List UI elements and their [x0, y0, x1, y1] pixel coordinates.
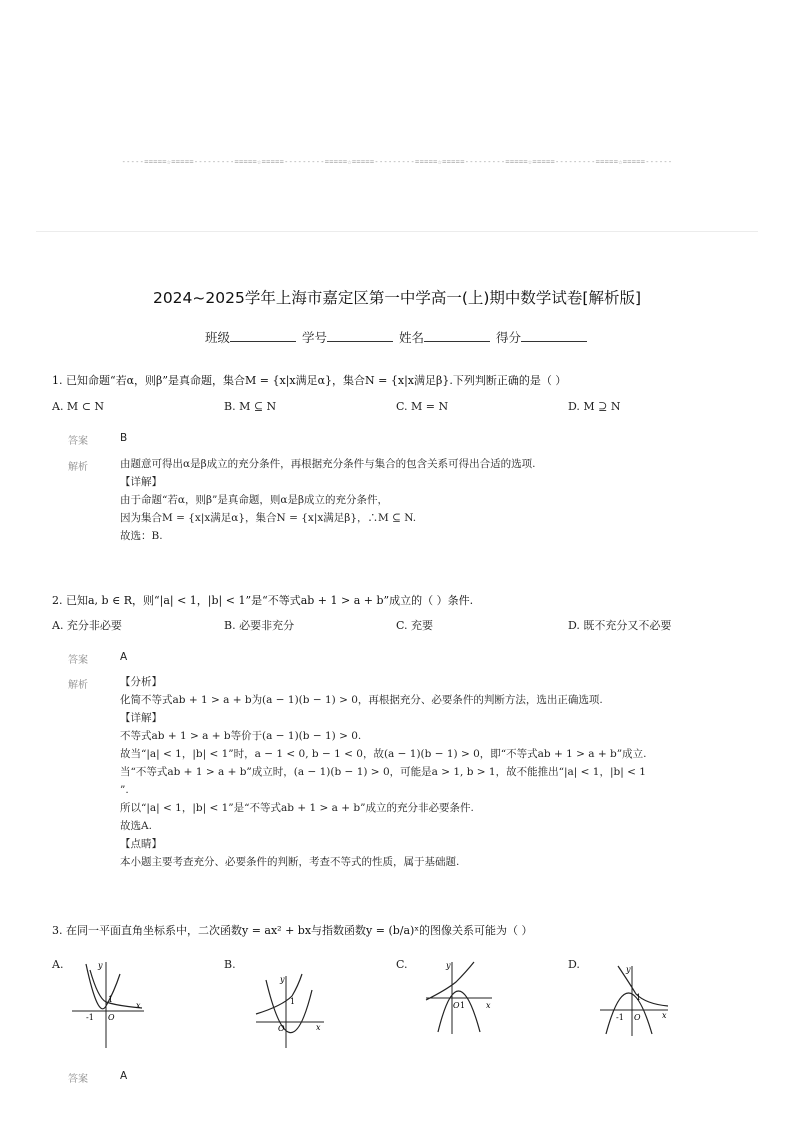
parabola-curve	[266, 980, 312, 1033]
q2-option-c[interactable]: C. 充要	[396, 619, 434, 632]
x-label: x	[136, 1001, 141, 1010]
q1-answer: B	[120, 432, 128, 444]
exponential-curve	[256, 974, 302, 1014]
q3-option-c[interactable]: C.	[396, 958, 408, 971]
name-label: 姓名	[398, 330, 424, 345]
solution-line: 【详解】	[120, 712, 162, 724]
q1-option-c[interactable]: C. M = N	[396, 400, 449, 413]
q3-graph-b	[252, 970, 332, 1052]
origin-label: O	[108, 1013, 115, 1022]
tick-neg-one: -1	[86, 1013, 94, 1022]
parabola-curve	[438, 991, 480, 1032]
q2-stem: 2. 已知a, b ∈ R，则“|a| < 1，|b| < 1”是“不等式ab + 1 > a + b”成立的（ ）条件.	[52, 594, 474, 607]
solution-line: 故选A.	[120, 820, 152, 832]
solution-line: 由题意可得出α是β成立的充分条件，再根据充分条件与集合的包含关系可得出合适的选项.	[120, 458, 536, 470]
y-label: y	[98, 961, 103, 970]
origin-label: O	[278, 1024, 285, 1033]
origin-label: O	[453, 1001, 460, 1010]
page-divider: -----=====☆=====---------=====☆=====---------=====☆=====---------=====☆=====---------=====☆=====---------=====☆=====------	[121, 158, 673, 166]
solution-line: 故当“|a| < 1，|b| < 1”时，a − 1 < 0, b − 1 < 0，故(a − 1)(b − 1) > 0，即“不等式ab + 1 > a + b”成立.	[120, 748, 647, 760]
q2-answer: A	[120, 651, 128, 663]
q1-analysis-label: 解析	[68, 462, 88, 473]
q2-answer-label: 答案	[68, 655, 88, 666]
q3-graph-c	[422, 958, 502, 1036]
class-blank[interactable]	[230, 330, 296, 342]
x-label: x	[662, 1011, 667, 1020]
header-rule	[36, 231, 758, 232]
y-label: y	[280, 975, 285, 984]
q3-option-a[interactable]: A.	[52, 958, 64, 971]
solution-line: 【分析】	[120, 676, 162, 688]
q1-solution	[120, 455, 536, 545]
q1-stem: 1. 已知命题“若α，则β”是真命题，集合M = {x|x满足α}，集合N = {x|x满足β}.下列判断正确的是（ ）	[52, 374, 567, 387]
one-label: 1	[636, 993, 642, 1002]
q1-option-d[interactable]: D. M ⊇ N	[568, 400, 621, 413]
q1-answer-label: 答案	[68, 436, 88, 447]
name-blank[interactable]	[424, 330, 490, 342]
origin-label: O	[634, 1013, 641, 1022]
id-blank[interactable]	[327, 330, 393, 342]
class-label: 班级	[204, 330, 230, 345]
solution-line: 化简不等式ab + 1 > a + b为(a − 1)(b − 1) > 0，再根据充分、必要条件的判断方法，选出正确选项.	[120, 694, 603, 706]
y-label: y	[446, 961, 451, 970]
solution-line: 本小题主要考查充分、必要条件的判断，考查不等式的性质，属于基础题.	[120, 856, 460, 868]
page-title: 2024~2025学年上海市嘉定区第一中学高一(上)期中数学试卷[解析版]	[152, 289, 642, 307]
y-label: y	[626, 965, 631, 974]
q1-option-a[interactable]: A. M ⊂ N	[52, 400, 105, 413]
id-label: 学号	[301, 330, 327, 345]
q3-answer-label: 答案	[68, 1074, 88, 1085]
one-label: 1	[460, 1001, 466, 1010]
q3-option-b[interactable]: B.	[224, 958, 236, 971]
q3-answer: A	[120, 1070, 128, 1082]
q2-solution	[120, 673, 646, 871]
q2-option-b[interactable]: B. 必要非充分	[224, 619, 295, 632]
solution-line: ”.	[120, 784, 129, 796]
parabola-curve	[606, 993, 652, 1034]
q3-option-d[interactable]: D.	[568, 958, 580, 971]
q3-graph-d	[596, 962, 676, 1038]
solution-line: 所以“|a| < 1，|b| < 1”是“不等式ab + 1 > a + b”成立的充分非必要条件.	[120, 802, 474, 814]
q2-option-a[interactable]: A. 充分非必要	[52, 619, 122, 632]
solution-line: 不等式ab + 1 > a + b等价于(a − 1)(b − 1) > 0.	[120, 730, 362, 742]
solution-line: 由于命题“若α，则β”是真命题，则α是β成立的充分条件，	[120, 494, 389, 506]
q1-option-b[interactable]: B. M ⊆ N	[224, 400, 277, 413]
exponential-curve	[90, 970, 142, 1008]
score-blank[interactable]	[521, 330, 587, 342]
q3-graph-a	[68, 958, 148, 1050]
solution-line: 当“不等式ab + 1 > a + b”成立时，(a − 1)(b − 1) > 0，可能是a > 1, b > 1，故不能推出“|a| < 1，|b| < 1	[120, 766, 646, 778]
parabola-curve	[86, 964, 120, 1009]
one-label: 1	[290, 997, 296, 1006]
q3-stem: 3. 在同一平面直角坐标系中，二次函数y = ax² + bx与指数函数y = (b/a)ˣ的图像关系可能为（ ）	[52, 924, 533, 937]
x-label: x	[486, 1001, 491, 1010]
one-label: 1	[108, 995, 114, 1004]
score-label: 得分	[495, 330, 521, 345]
solution-line: 因为集合M = {x|x满足α}，集合N = {x|x满足β}，∴M ⊆ N.	[120, 512, 417, 524]
solution-line: 【点睛】	[120, 838, 162, 850]
x-label: x	[316, 1023, 321, 1032]
student-info	[0, 328, 794, 346]
tick-neg-one: -1	[616, 1013, 624, 1022]
q2-analysis-label: 解析	[68, 680, 88, 691]
q2-option-d[interactable]: D. 既不充分又不必要	[568, 619, 672, 632]
solution-line: 【详解】	[120, 476, 162, 488]
solution-line: 故选：B.	[120, 530, 163, 542]
